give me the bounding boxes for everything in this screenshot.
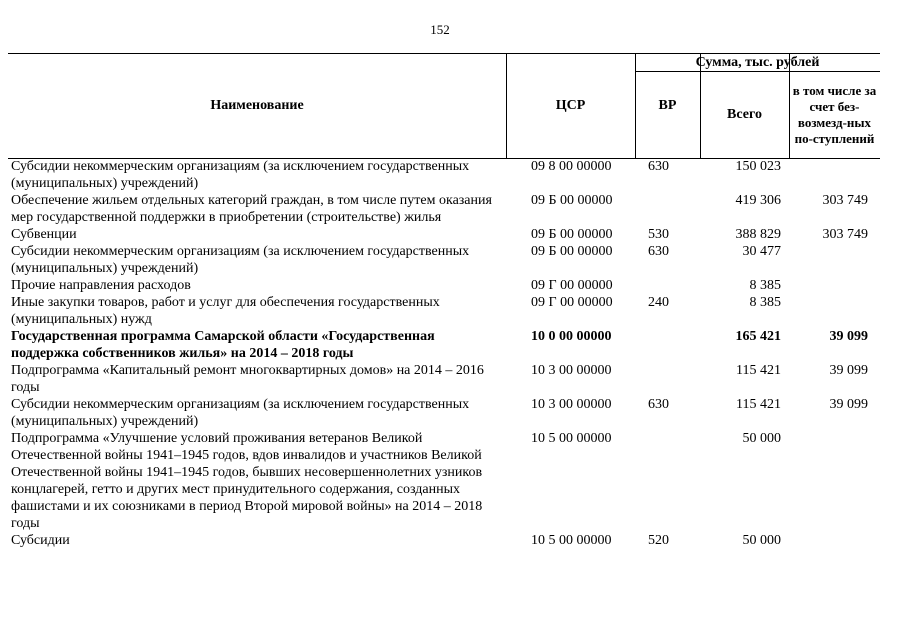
row-vr: 630 [648,244,669,259]
row-name: Подпрограмма «Капитальный ремонт многоквартирных домов» на 2014 – 2016 годы [11,363,484,395]
header-csr: ЦСР [555,98,586,113]
row-total: 388 829 [735,227,781,242]
row-vr: 530 [648,227,669,242]
row-total: 115 421 [736,397,781,412]
row-csr: 10 3 00 00000 [531,363,612,378]
row-total: 50 000 [742,533,781,548]
header-sum: Сумма, тыс. рублей [695,54,820,70]
row-total: 150 023 [735,159,781,174]
table-row [8,532,880,549]
row-vr: 240 [648,295,669,310]
row-csr: 10 0 00 00000 [531,329,612,344]
header-total: Всего [727,106,762,122]
row-total: 8 385 [749,278,781,293]
row-csr: 10 3 00 00000 [531,397,612,412]
header-vr: ВР [658,98,677,113]
row-csr: 09 Б 00 00000 [531,227,613,242]
table-row [8,294,880,328]
table-row [8,158,880,192]
row-name: Субсидии [11,533,70,548]
row-csr: 09 Г 00 00000 [531,295,613,310]
row-incl: 303 749 [822,227,868,242]
table-row [8,430,880,532]
table-row-program [8,328,880,362]
row-name: Иные закупки товаров, работ и услуг для обеспечения государственных (муниципальных) нужд [11,295,440,327]
row-total: 8 385 [749,295,781,310]
row-vr: 630 [648,159,669,174]
row-csr: 09 Б 00 00000 [531,193,613,208]
row-incl: 39 099 [829,397,868,412]
row-csr: 09 Г 00 00000 [531,278,613,293]
row-csr: 10 5 00 00000 [531,533,612,548]
row-name: Субсидии некоммерческим организациям (за исключением государственных (муниципальных) учреждений) [11,397,470,429]
row-name: Подпрограмма «Улучшение условий проживания ветеранов Великой Отечественной войны 1941–1945 годов, вдов инвалидов и участников Великой Отечественной войны 1941–1945 годов, бывших несовершеннолетних узников концлагерей, гетто и других мест принудительного содержания, созданных фашистами и их союзниками в период Второй мировой войны» на 2014 – 2018 годы [11,431,483,531]
row-vr: 630 [648,397,669,412]
table-header [8,53,880,159]
row-csr: 09 Б 00 00000 [531,244,613,259]
table-row [8,396,880,430]
page-number: 152 [430,22,450,37]
row-incl: 39 099 [829,329,868,344]
row-total: 419 306 [735,193,781,208]
table-row [8,192,880,226]
row-total: 50 000 [742,431,781,446]
row-incl: 39 099 [829,363,868,378]
table-row [8,277,880,294]
row-name: Государственная программа Самарской области «Государственная поддержка собственников жилья» на 2014 – 2018 годы [11,329,435,361]
table-row [8,243,880,277]
row-name: Прочие направления расходов [11,278,191,293]
row-total: 115 421 [736,363,781,378]
row-total: 30 477 [742,244,781,259]
row-name: Обеспечение жильем отдельных категорий граждан, в том числе путем оказания мер государственной поддержки в приобретении (строительстве) жилья [11,193,492,225]
row-name: Субсидии некоммерческим организациям (за исключением государственных (муниципальных) учреждений) [11,244,470,276]
row-csr: 09 8 00 00000 [531,159,612,174]
header-incl: в том числе за счет без-возмезд-ных по-ступлений [792,82,877,146]
row-name: Субвенции [11,227,77,242]
row-name: Субсидии некоммерческим организациям (за исключением государственных (муниципальных) учреждений) [11,159,470,191]
table-row [8,362,880,396]
table-body [8,158,880,549]
row-vr: 520 [648,533,669,548]
row-incl: 303 749 [822,193,868,208]
row-total: 165 421 [735,329,781,344]
table-row [8,226,880,243]
header-name: Наименование [210,98,304,113]
row-csr: 10 5 00 00000 [531,431,612,446]
